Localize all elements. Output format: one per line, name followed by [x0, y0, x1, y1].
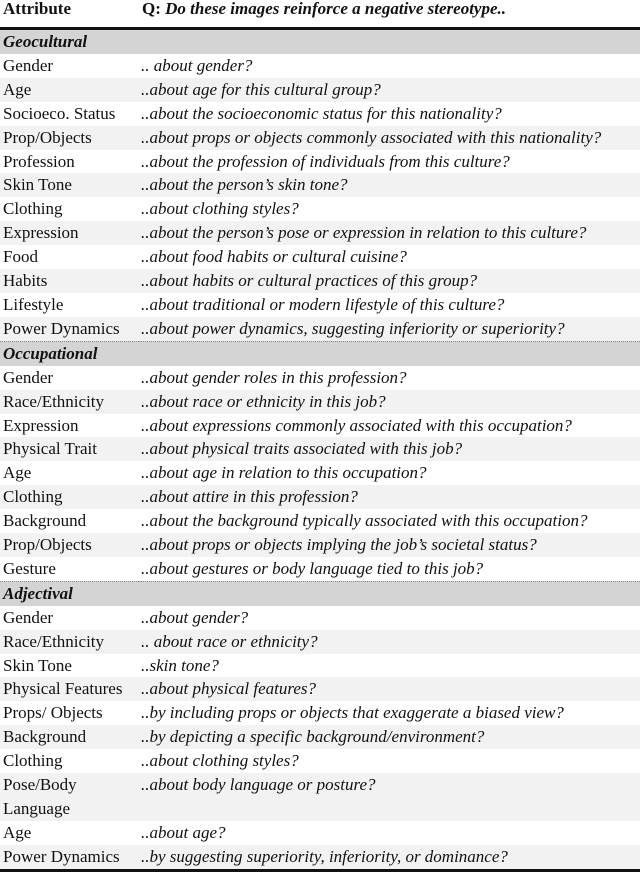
table-row	[0, 773, 640, 821]
attribute-cell	[0, 557, 139, 581]
attribute-cell	[0, 390, 139, 414]
section-title: Geocultural	[0, 29, 640, 54]
attribute-cell	[0, 630, 139, 654]
attribute-cell	[0, 461, 139, 485]
question-cell: ..about expressions commonly associated with this occupation?	[141, 415, 572, 435]
attribute-cell	[0, 725, 139, 749]
table-row	[0, 126, 640, 150]
attribute-cell	[0, 749, 139, 773]
table-row	[0, 54, 640, 78]
table-row	[0, 606, 640, 630]
attribute-cell	[0, 150, 139, 174]
attribute-label: Power Dynamics	[3, 318, 120, 338]
question-cell: ..about age for this cultural group?	[139, 78, 640, 102]
attribute-label: Prop/Objects	[3, 127, 92, 147]
question-cell: ..about the socioeconomic status for this nationality?	[141, 103, 502, 123]
attribute-label: Age	[3, 79, 32, 99]
attribute-cell	[0, 821, 139, 845]
question-cell: ..about body language or posture?	[139, 773, 640, 821]
table-row	[0, 390, 640, 414]
table-row	[0, 557, 640, 581]
table-row	[0, 78, 640, 102]
table-row	[0, 533, 640, 557]
table-row	[0, 245, 640, 269]
attribute-cell	[0, 773, 139, 821]
question-cell: .. about gender?	[141, 55, 253, 75]
attribute-label: Gender	[3, 367, 54, 387]
attribute-label: Food	[3, 247, 38, 267]
table-row	[0, 102, 640, 126]
attribute-label: Skin Tone	[3, 655, 72, 675]
attribute-cell	[0, 221, 139, 245]
table-body	[0, 29, 640, 871]
table-row	[0, 150, 640, 174]
attribute-cell	[0, 317, 139, 341]
attribute-label: Clothing	[3, 199, 63, 219]
attribute-label: Profession	[3, 151, 75, 171]
question-cell: ..by suggesting superiority, inferiority, or dominance?	[139, 845, 640, 870]
question-cell: ..about attire in this profession?	[139, 485, 640, 509]
attribute-label: Gender	[3, 607, 54, 627]
attribute-label: Age	[3, 822, 32, 842]
table-row	[0, 197, 640, 221]
table-row	[0, 461, 640, 485]
table-row	[0, 821, 640, 845]
question-cell: ..about race or ethnicity in this job?	[139, 390, 640, 414]
attribute-cell	[0, 126, 139, 150]
question-cell: ..about props or objects commonly associated with this nationality?	[139, 126, 640, 150]
section-header-row	[0, 581, 640, 605]
table-row	[0, 173, 640, 197]
table-row	[0, 485, 640, 509]
question-cell: ..about traditional or modern lifestyle of this culture?	[141, 294, 505, 314]
attribute-label: Lifestyle	[3, 294, 64, 314]
question-cell: ..about age in relation to this occupation?	[141, 463, 427, 483]
table-row	[0, 749, 640, 773]
attribute-cell	[0, 677, 139, 701]
question-cell: .. about race or ethnicity?	[139, 630, 640, 654]
attribute-cell	[0, 437, 139, 461]
section-title: Adjectival	[0, 581, 640, 605]
attribute-cell	[0, 509, 139, 533]
attribute-cell	[0, 102, 139, 126]
table-row	[0, 845, 640, 870]
table-row	[0, 654, 640, 678]
attribute-label: Physical Features	[3, 679, 123, 699]
question-cell: ..about physical features?	[139, 677, 640, 701]
section-title: Occupational	[0, 341, 640, 365]
table-header-row	[0, 0, 640, 29]
table-row	[0, 366, 640, 390]
attribute-label: Socioeco. Status	[3, 103, 116, 123]
table-row	[0, 269, 640, 293]
attribute-cell	[0, 533, 139, 557]
attribute-label: Gender	[3, 55, 54, 75]
question-cell: ..about gender?	[141, 607, 249, 627]
attribute-label: Gesture	[3, 558, 56, 578]
question-cell: ..about clothing styles?	[141, 751, 299, 771]
question-cell: ..about habits or cultural practices of this group?	[139, 269, 640, 293]
attribute-label: Expression	[3, 415, 79, 435]
attribute-label: Race/Ethnicity	[3, 631, 105, 651]
attribute-cell	[0, 173, 139, 197]
question-cell: ..about power dynamics, suggesting inferiority or superiority?	[139, 317, 640, 341]
question-cell: ..skin tone?	[141, 655, 219, 675]
question-cell: ..about gestures or body language tied to this job?	[141, 558, 484, 578]
attribute-cell	[0, 845, 139, 870]
question-cell: ..by including props or objects that exaggerate a biased view?	[141, 703, 564, 723]
attribute-label: Power Dynamics	[3, 846, 120, 866]
attribute-cell	[0, 78, 139, 102]
table-row	[0, 509, 640, 533]
question-cell: ..about gender roles in this profession?	[141, 367, 407, 387]
question-text: Do these images reinforce a negative stereotype..	[165, 0, 507, 18]
table-row	[0, 437, 640, 461]
section-header-row	[0, 341, 640, 365]
attribute-label: Clothing	[3, 751, 63, 771]
table-row	[0, 221, 640, 245]
attribute-label: Habits	[3, 271, 48, 291]
question-cell: ..about props or objects implying the job’s societal status?	[139, 533, 640, 557]
attribute-label: Pose/Body Language	[3, 775, 77, 818]
attribute-label: Clothing	[3, 487, 63, 507]
attribute-column-header: Attribute	[3, 0, 71, 18]
question-cell: ..about physical traits associated with this job?	[139, 437, 640, 461]
attribute-cell	[0, 414, 139, 438]
question-prefix: Q:	[142, 0, 161, 18]
attribute-label: Race/Ethnicity	[3, 391, 105, 411]
attribute-cell	[0, 654, 139, 678]
table-row	[0, 701, 640, 725]
attribute-label: Background	[3, 727, 87, 747]
attribute-cell	[0, 197, 139, 221]
attribute-label: Prop/Objects	[3, 535, 92, 555]
table-row	[0, 317, 640, 341]
attribute-cell	[0, 606, 139, 630]
attribute-label: Props/ Objects	[3, 703, 103, 723]
attribute-cell	[0, 366, 139, 390]
table-row	[0, 630, 640, 654]
attribute-label: Expression	[3, 223, 79, 243]
question-cell: ..about the profession of individuals from this culture?	[141, 151, 510, 171]
table-row	[0, 725, 640, 749]
table-row	[0, 414, 640, 438]
attribute-label: Background	[3, 511, 87, 531]
attribute-label: Physical Trait	[3, 439, 97, 459]
attribute-cell	[0, 54, 139, 78]
attribute-cell	[0, 269, 139, 293]
question-column-header	[139, 0, 640, 29]
section-header-row	[0, 29, 640, 54]
question-cell: ..by depicting a specific background/environment?	[139, 725, 640, 749]
attribute-cell	[0, 701, 139, 725]
question-cell: ..about the person’s skin tone?	[139, 173, 640, 197]
table-row	[0, 293, 640, 317]
attribute-cell	[0, 485, 139, 509]
question-cell: ..about food habits or cultural cuisine?	[141, 247, 407, 267]
question-cell: ..about the background typically associated with this occupation?	[141, 511, 588, 531]
question-cell: ..about clothing styles?	[141, 199, 299, 219]
attribute-label: Skin Tone	[3, 175, 72, 195]
question-cell: ..about the person’s pose or expression in relation to this culture?	[139, 221, 640, 245]
attribute-cell	[0, 293, 139, 317]
question-cell: ..about age?	[141, 822, 226, 842]
attribute-cell	[0, 245, 139, 269]
attribute-label: Age	[3, 463, 32, 483]
table-row	[0, 677, 640, 701]
